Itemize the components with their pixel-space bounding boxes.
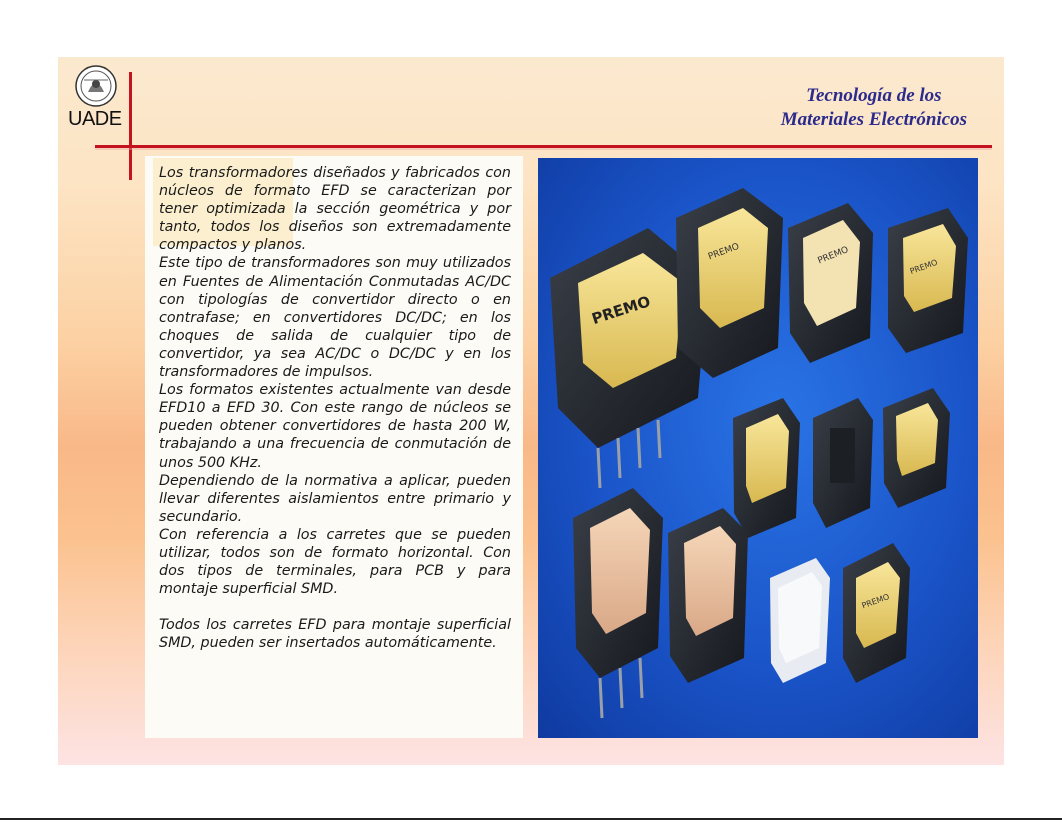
paragraph: Dependiendo de la normativa a aplicar, pueden llevar diferentes aislamientos entre primario y secundario. (159, 472, 511, 525)
premo-label: PREMO (816, 245, 851, 267)
transformer-9 (668, 508, 748, 683)
premo-label: PREMO (706, 241, 741, 263)
title-line-1: Tecnología de los (806, 85, 942, 106)
paragraph: Este tipo de transformadores son muy utilizados en Fuentes de Alimentación Conmutadas AC/DC con tipologías de convertidor directo o en contrafase; en convertidores DC/DC; en los choques de salida de cualquier tipo de convertidor, ya sea AC/DC o DC/DC y en los transformadores de impulsos. (159, 255, 511, 381)
transformer-3 (788, 203, 873, 363)
header-vertical-rule (129, 72, 132, 180)
transformer-6 (813, 398, 873, 528)
transformer-11 (843, 543, 910, 683)
transformer-10 (770, 558, 830, 683)
page-bottom-rule (0, 818, 1062, 820)
transformer-2 (676, 188, 783, 378)
body-text (159, 164, 511, 652)
transformer-5 (733, 398, 800, 538)
transformers-photo (538, 158, 978, 738)
premo-label: PREMO (589, 292, 653, 329)
transformer-4 (888, 208, 968, 353)
page-title (781, 84, 967, 132)
header-rule-shadow (95, 148, 992, 150)
transformer-8 (573, 488, 663, 718)
premo-label: PREMO (860, 592, 891, 611)
title-line-2: Materiales Electrónicos (780, 109, 967, 130)
paragraph: Los formatos existentes actualmente van desde EFD10 a EFD 30. Con este rango de núcleos se pueden obtener convertidores de hasta 200 W, trabajando a una frecuencia de conmutación de unos 500 KHz. (159, 382, 511, 471)
transformers-illustration (538, 158, 978, 738)
paragraph: Los transformadores diseñados y fabricados con núcleos de formato EFD se caracterizan por tener optimizada la sección geométrica y por tanto, todos los diseños son extremadamente compactos y planos. (159, 165, 511, 254)
logo-text: UADE (68, 108, 122, 130)
paragraph: Con referencia a los carretes que se pueden utilizar, todos son de formato horizontal. Con dos tipos de terminales, para PCB y para montaje superficial SMD. (159, 526, 511, 598)
university-seal-logo (70, 64, 122, 112)
premo-label: PREMO (908, 257, 939, 277)
transformer-7 (883, 388, 950, 508)
text-panel (145, 156, 523, 738)
paragraph: Todos los carretes EFD para montaje superficial SMD, pueden ser insertados automáticamente. (159, 617, 511, 652)
